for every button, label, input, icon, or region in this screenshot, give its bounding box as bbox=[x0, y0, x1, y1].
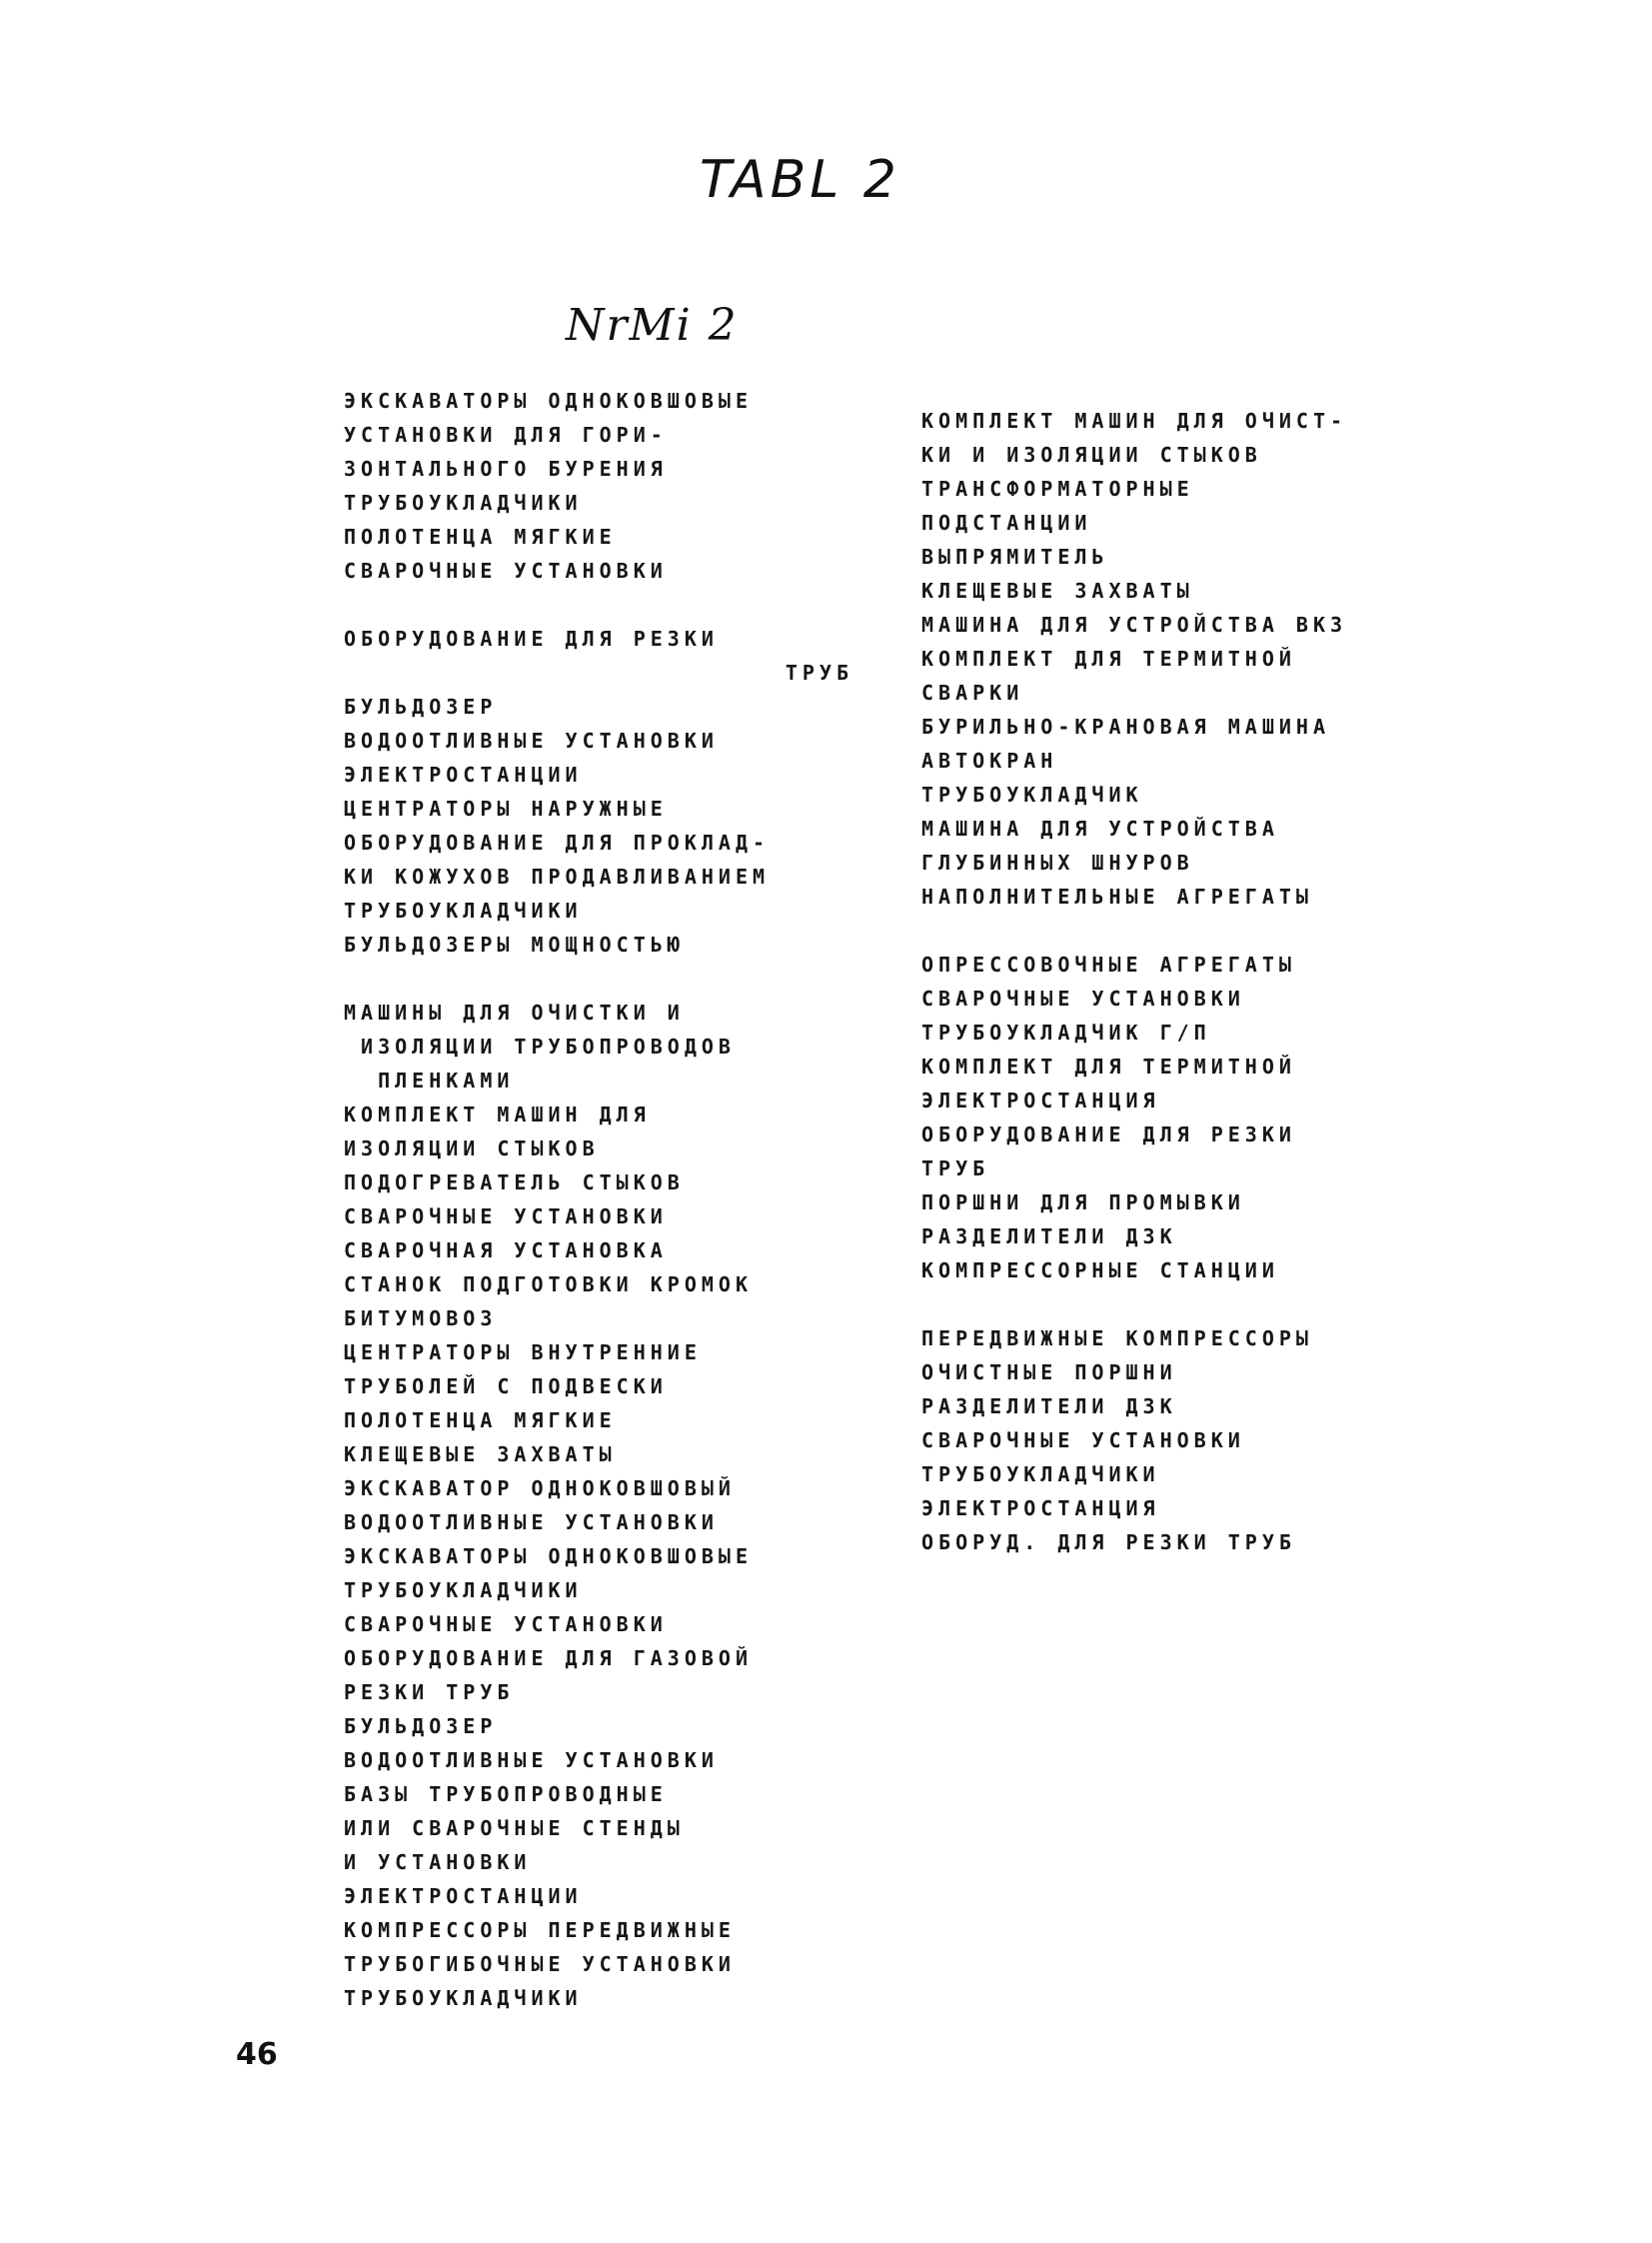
list-item: МАШИНА ДЛЯ УСТРОЙСТВА bbox=[921, 817, 1279, 841]
list-item: ПЛЕНКАМИ bbox=[344, 1069, 515, 1093]
list-item: МАШИНА ДЛЯ УСТРОЙСТВА ВКЗ bbox=[921, 613, 1348, 637]
list-gap bbox=[344, 962, 863, 996]
list-item: ОПРЕССОВОЧНЫЕ АГРЕГАТЫ bbox=[921, 953, 1296, 977]
list-item: ИЗОЛЯЦИИ СТЫКОВ bbox=[344, 1136, 600, 1160]
list-item: ЭЛЕКТРОСТАНЦИИ bbox=[344, 763, 583, 787]
list-item: ОБОРУД. ДЛЯ РЕЗКИ ТРУБ bbox=[921, 1530, 1296, 1554]
list-item: ВОДООТЛИВНЫЕ УСТАНОВКИ bbox=[344, 1510, 719, 1534]
list-item: БУРИЛЬНО-КРАНОВАЯ МАШИНА bbox=[921, 715, 1330, 739]
list-item: СВАРОЧНЫЕ УСТАНОВКИ bbox=[921, 987, 1245, 1011]
list-item: УСТАНОВКИ ДЛЯ ГОРИ- bbox=[344, 423, 668, 447]
list-item: КЛЕЩЕВЫЕ ЗАХВАТЫ bbox=[921, 579, 1194, 603]
list-item: РАЗДЕЛИТЕЛИ ДЗК bbox=[921, 1394, 1177, 1418]
list-item: СТАНОК ПОДГОТОВКИ КРОМОК bbox=[344, 1272, 753, 1296]
list-item: КОМПЛЕКТ МАШИН ДЛЯ ОЧИСТ- bbox=[921, 409, 1348, 433]
list-item: ВЫПРЯМИТЕЛЬ bbox=[921, 545, 1109, 569]
list-item: ЗОНТАЛЬНОГО БУРЕНИЯ bbox=[344, 457, 668, 481]
list-item: КИ И ИЗОЛЯЦИИ СТЫКОВ bbox=[921, 443, 1262, 467]
list-item: ПОДОГРЕВАТЕЛЬ СТЫКОВ bbox=[344, 1170, 685, 1194]
list-item: БУЛЬДОЗЕРЫ МОЩНОСТЬЮ bbox=[344, 933, 685, 957]
list-item: НАПОЛНИТЕЛЬНЫЕ АГРЕГАТЫ bbox=[921, 885, 1313, 909]
list-item: КЛЕЩЕВЫЕ ЗАХВАТЫ bbox=[344, 1442, 617, 1466]
list-item: ОБОРУДОВАНИЕ ДЛЯ ГАЗОВОЙ bbox=[344, 1646, 753, 1670]
list-item: СВАРОЧНАЯ УСТАНОВКА bbox=[344, 1238, 668, 1262]
list-item: КОМПРЕССОРНЫЕ СТАНЦИИ bbox=[921, 1258, 1279, 1282]
list-item: ТРУБОУКЛАДЧИКИ bbox=[344, 1986, 583, 2010]
list-item: ЭКСКАВАТОРЫ ОДНОКОВШОВЫЕ bbox=[344, 1544, 753, 1568]
list-item: И УСТАНОВКИ bbox=[344, 1850, 532, 1874]
list-item: СВАРОЧНЫЕ УСТАНОВКИ bbox=[344, 1204, 668, 1228]
list-item: ТРУБОУКЛАДЧИКИ bbox=[921, 1462, 1160, 1486]
list-item: ТРУБ bbox=[785, 661, 853, 685]
list-gap bbox=[921, 914, 1421, 948]
list-item: ЦЕНТРАТОРЫ НАРУЖНЫЕ bbox=[344, 797, 668, 821]
list-item: ГЛУБИННЫХ ШНУРОВ bbox=[921, 851, 1194, 875]
list-item: БИТУМОВОЗ bbox=[344, 1306, 498, 1330]
list-item: КОМПРЕССОРЫ ПЕРЕДВИЖНЫЕ bbox=[344, 1918, 736, 1942]
list-item: СВАРКИ bbox=[921, 681, 1024, 705]
page-title: TABL 2 bbox=[700, 150, 900, 210]
list-item: ЭКСКАВАТОРЫ ОДНОКОВШОВЫЕ bbox=[344, 389, 753, 413]
list-item: ТРУБОЛЕЙ С ПОДВЕСКИ bbox=[344, 1374, 668, 1398]
list-item: ОБОРУДОВАНИЕ ДЛЯ ПРОКЛАД- bbox=[344, 831, 771, 855]
list-item: ПОЛОТЕНЦА МЯГКИЕ bbox=[344, 1408, 617, 1432]
list-item: ОБОРУДОВАНИЕ ДЛЯ РЕЗКИ bbox=[344, 627, 719, 651]
list-item: КИ КОЖУХОВ ПРОДАВЛИВАНИЕМ bbox=[344, 865, 771, 889]
list-gap bbox=[344, 588, 863, 622]
list-item: ТРУБ bbox=[921, 1156, 990, 1180]
list-item: ВОДООТЛИВНЫЕ УСТАНОВКИ bbox=[344, 1748, 719, 1772]
left-column-list bbox=[344, 384, 863, 2015]
list-item: ОБОРУДОВАНИЕ ДЛЯ РЕЗКИ bbox=[921, 1122, 1296, 1146]
list-item: АВТОКРАН bbox=[921, 749, 1058, 773]
list-item: ТРУБОГИБОЧНЫЕ УСТАНОВКИ bbox=[344, 1952, 736, 1976]
list-item: ТРУБОУКЛАДЧИКИ bbox=[344, 1578, 583, 1602]
list-item: ИЛИ СВАРОЧНЫЕ СТЕНДЫ bbox=[344, 1816, 685, 1840]
page-subtitle: NrMi 2 bbox=[566, 300, 739, 351]
list-item: КОМПЛЕКТ МАШИН ДЛЯ bbox=[344, 1103, 651, 1126]
list-item: ПОЛОТЕНЦА МЯГКИЕ bbox=[344, 525, 617, 549]
list-item: КОМПЛЕКТ ДЛЯ ТЕРМИТНОЙ bbox=[921, 1055, 1296, 1079]
list-item: МАШИНЫ ДЛЯ ОЧИСТКИ И bbox=[344, 1001, 685, 1025]
list-item: СВАРОЧНЫЕ УСТАНОВКИ bbox=[921, 1428, 1245, 1452]
list-item: ПОРШНИ ДЛЯ ПРОМЫВКИ bbox=[921, 1190, 1245, 1214]
list-item: ЭЛЕКТРОСТАНЦИИ bbox=[344, 1884, 583, 1908]
list-item: ЭЛЕКТРОСТАНЦИЯ bbox=[921, 1089, 1160, 1113]
list-item: ТРАНСФОРМАТОРНЫЕ bbox=[921, 477, 1194, 501]
list-item: КОМПЛЕКТ ДЛЯ ТЕРМИТНОЙ bbox=[921, 647, 1296, 671]
list-item: БАЗЫ ТРУБОПРОВОДНЫЕ bbox=[344, 1782, 668, 1806]
list-item: ЭКСКАВАТОР ОДНОКОВШОВЫЙ bbox=[344, 1476, 736, 1500]
list-item: ИЗОЛЯЦИИ ТРУБОПРОВОДОВ bbox=[344, 1035, 736, 1059]
list-item: ЭЛЕКТРОСТАНЦИЯ bbox=[921, 1496, 1160, 1520]
list-item: ТРУБОУКЛАДЧИК Г/П bbox=[921, 1021, 1211, 1045]
list-item: ОЧИСТНЫЕ ПОРШНИ bbox=[921, 1360, 1177, 1384]
list-item: БУЛЬДОЗЕР bbox=[344, 1714, 498, 1738]
list-item: ТРУБОУКЛАДЧИКИ bbox=[344, 899, 583, 923]
list-item: РЕЗКИ ТРУБ bbox=[344, 1680, 515, 1704]
right-column-list bbox=[921, 404, 1421, 1559]
list-item: ПЕРЕДВИЖНЫЕ КОМПРЕССОРЫ bbox=[921, 1326, 1313, 1350]
list-item: СВАРОЧНЫЕ УСТАНОВКИ bbox=[344, 1612, 668, 1636]
list-item: СВАРОЧНЫЕ УСТАНОВКИ bbox=[344, 559, 668, 583]
list-item: ТРУБОУКЛАДЧИК bbox=[921, 783, 1143, 807]
list-item: ТРУБОУКЛАДЧИКИ bbox=[344, 491, 583, 515]
list-item: ВОДООТЛИВНЫЕ УСТАНОВКИ bbox=[344, 729, 719, 753]
list-gap bbox=[921, 1287, 1421, 1321]
list-item: РАЗДЕЛИТЕЛИ ДЗК bbox=[921, 1224, 1177, 1248]
list-item: ЦЕНТРАТОРЫ ВНУТРЕННИЕ bbox=[344, 1340, 702, 1364]
page-number: 46 bbox=[236, 2037, 278, 2072]
list-item: ПОДСТАНЦИИ bbox=[921, 511, 1092, 535]
list-item: БУЛЬДОЗЕР bbox=[344, 695, 498, 719]
